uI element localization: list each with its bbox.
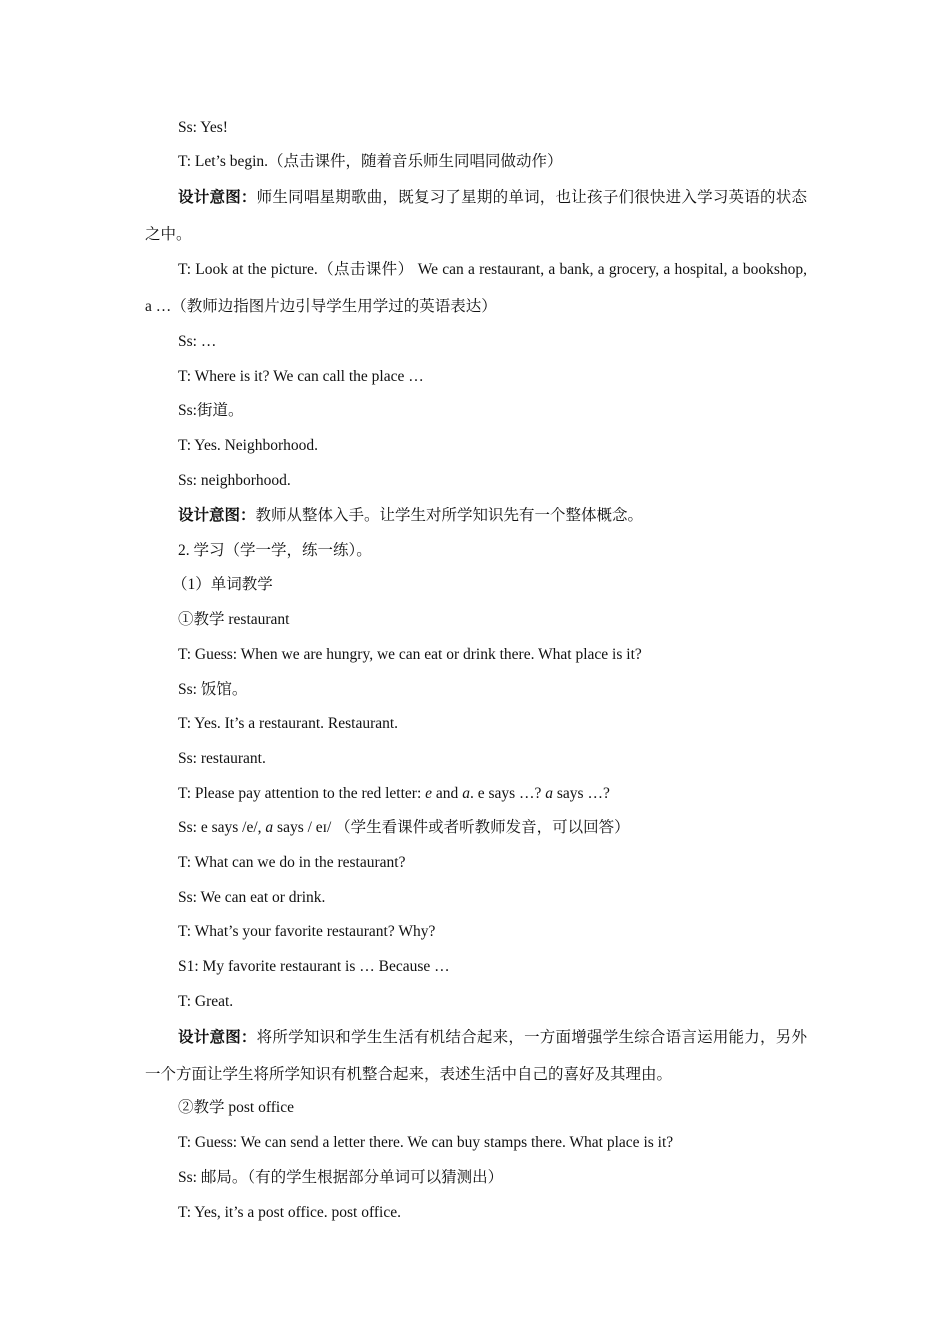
- dialogue-line: T: Where is it? We can call the place …: [178, 368, 424, 385]
- dialogue-line: [178, 784, 610, 804]
- italic-letter: a: [545, 785, 554, 802]
- design-intent-text: 教师从整体入手。让学生对所学知识先有一个整体概念。: [255, 507, 644, 524]
- dialogue-line: T: What can we do in the restaurant?: [178, 854, 406, 871]
- dialogue-line: Ss: 饭馆。: [178, 681, 248, 698]
- text-run: says …?: [553, 785, 610, 802]
- dialogue-line: T: Yes, it’s a post office. post office.: [178, 1204, 401, 1221]
- dialogue-line: Ss: 邮局。（有的学生根据部分单词可以猜测出）: [178, 1169, 504, 1186]
- design-intent-label: 设计意图：: [178, 189, 257, 206]
- text-run: . e says …?: [469, 785, 546, 802]
- dialogue-line: Ss: neighborhood.: [178, 472, 291, 489]
- dialogue-line: T: Guess: When we are hungry, we can eat or drink there. What place is it?: [178, 646, 642, 663]
- dialogue-line: T: Yes. It’s a restaurant. Restaurant.: [178, 715, 399, 732]
- dialogue-line: Ss: restaurant.: [178, 750, 266, 767]
- design-intent-line: [178, 506, 643, 526]
- design-intent-label: 设计意图：: [178, 1029, 257, 1046]
- dialogue-line: T: Great.: [178, 993, 234, 1010]
- dialogue-line: S1: My favorite restaurant is … Because …: [178, 958, 450, 975]
- dialogue-line: [178, 818, 630, 838]
- italic-letter: e: [425, 785, 433, 802]
- subsection-heading: （1）单词教学: [172, 576, 273, 593]
- dialogue-line: Ss:街道。: [178, 402, 244, 419]
- text-run: Ss: e says /e/,: [178, 819, 266, 836]
- dialogue-line: Ss: Yes!: [178, 119, 228, 136]
- dialogue-line: Ss: We can eat or drink.: [178, 889, 326, 906]
- item-heading: ②教学 post office: [178, 1099, 294, 1116]
- dialogue-line: Ss: …: [178, 333, 217, 350]
- dialogue-line: T: What’s your favorite restaurant? Why?: [178, 923, 436, 940]
- dialogue-paragraph: T: Look at the picture.（点击课件） We can a restaurant, a bank, a grocery, a hospital, a bookshop, a …（教师边指图片边引导学生用学过的英语表达）: [145, 261, 807, 315]
- italic-letter: a: [462, 785, 470, 802]
- dialogue-line: T: Let’s begin.（点击课件，随着音乐师生同唱同做动作）: [178, 153, 563, 170]
- text-run: T: Please pay attention to the red letter:: [178, 785, 426, 802]
- section-heading: 2. 学习（学一学，练一练）。: [178, 542, 372, 559]
- text-run: says / eɪ/ （学生看课件或者听教师发音，可以回答）: [273, 819, 630, 836]
- dialogue-line: T: Guess: We can send a letter there. We can buy stamps there. What place is it?: [178, 1134, 674, 1151]
- text-run: and: [432, 785, 463, 802]
- design-intent-label: 设计意图：: [178, 507, 256, 524]
- design-intent-text: 师生同唱星期歌曲，既复习了星期的单词，也让孩子们很快进入学习英语的状态之中。: [145, 189, 807, 243]
- italic-letter: a: [265, 819, 274, 836]
- design-intent-paragraph: [145, 1019, 807, 1093]
- dialogue-line: T: Yes. Neighborhood.: [178, 437, 319, 454]
- item-heading: ①教学 restaurant: [178, 611, 290, 628]
- design-intent-text: 将所学知识和学生生活有机结合起来，一方面增强学生综合语言运用能力，另外一个方面让学生将所学知识有机整合起来，表述生活中自己的喜好及其理由。: [145, 1029, 807, 1083]
- design-intent-paragraph: [145, 179, 807, 253]
